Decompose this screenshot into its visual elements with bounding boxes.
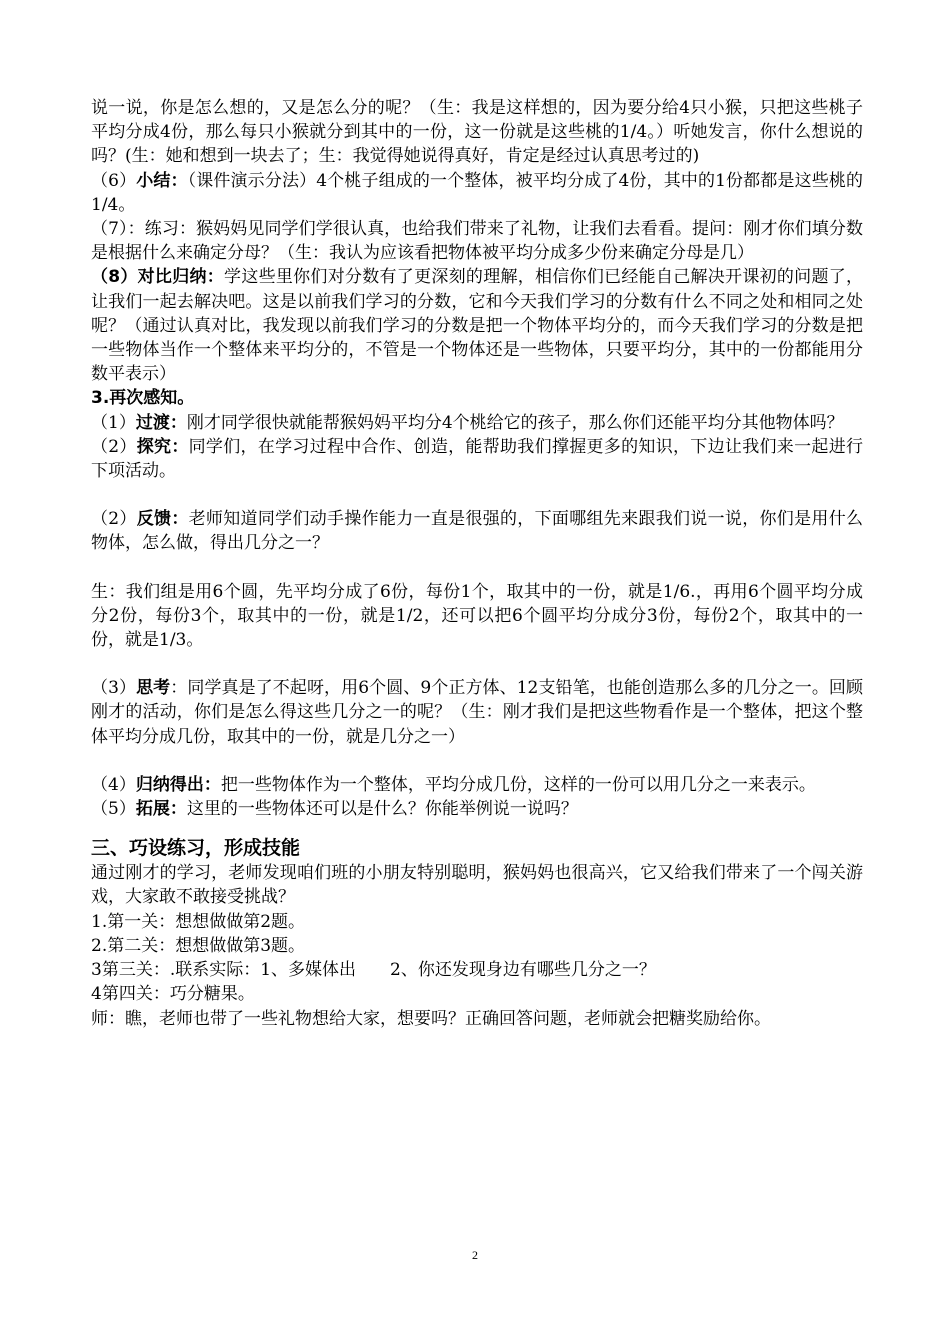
item-text: 老师知道同学们动手操作能力一直是很强的，下面哪组先来跟我们说一说，你们是用什么物体，怎么做，得出几分之一？ [91,509,863,554]
section-heading: 3.再次感知。 [91,388,195,409]
list-item: 4第四关：巧分糖果。 [91,984,255,1005]
item-title: 拓展： [135,799,187,820]
paragraph [91,797,863,821]
item-number: （2） [91,509,137,530]
item-text: 刚才同学很快就能帮猴妈妈平均分4个桃给它的孩子，那么你们还能平均分其他物体吗？ [186,412,844,433]
item-number: （5） [91,799,136,820]
section-heading: 三、巧设练习，形成技能 [91,837,301,860]
paragraph: （7）：练习：猴妈妈见同学们学很认真，也给我们带来了礼物，让我们去看看。提问：刚才你们填分数是根据什么来确定分母？（生：我认为应该看把物体被平均分成多少份来确定分母是几） [91,219,863,264]
spacer [91,749,863,773]
list-item: 3第三关：.联系实际：1、多媒体出 2、你还发现身边有哪些几分之一？ [91,960,656,981]
item-number: （1） [91,412,136,433]
spacer [91,821,863,835]
item-title: （8）对比归纳： [91,267,225,288]
page-number: 2 [472,1248,478,1262]
item-text: （课件演示分法）4个桃子组成的一个整体，被平均分成了4份，其中的1份都都是这些桃的1/4。 [91,170,863,215]
paragraph [91,265,863,386]
item-title: 探究： [136,436,189,457]
item-title: 思考 [136,678,171,699]
paragraph [91,773,863,797]
paragraph: 说一说，你是怎么想的，又是怎么分的呢？（生：我是这样想的，因为要分给4只小猴，只把这些桃子平均分成4份，那么每只小猴就分到其中的一份，这一份就是这些桃的1/4。）听她发言，你什么想说的吗？(生：她和想到一块去了；生：我觉得她说得真好，肯定是经过认真思考过的) [91,98,863,167]
paragraph [91,435,863,483]
item-number: （2） [91,436,137,457]
spacer [91,483,863,507]
list-item: 1.第一关：想想做做第2题。 [91,911,306,932]
list-item: 2.第二关：想想做做第3题。 [91,935,306,956]
item-text: 学这些里你们对分数有了更深刻的理解，相信你们已经能自己解决开课初的问题了，让我们一起去解决吧。这是以前我们学习的分数，它和今天我们学习的分数有什么不同之处和相同之处呢？（通过认真对比，我发现以前我们学习的分数是把一个物体平均分的，而今天我们学习的分数是把一些物体当作一个整体来平均分的，不管是一个物体还是一些物体，只要平均分，其中的一份都能用分数平表示） [91,267,863,385]
paragraph: 师：瞧，老师也带了一些礼物想给大家，想要吗？正确回答问题，老师就会把糖奖励给你。 [91,1008,771,1029]
paragraph [91,411,863,435]
item-number: （4） [91,774,136,795]
item-title: 小结： [136,170,188,191]
item-title: 归纳得出： [135,774,221,795]
document-body [91,96,863,1031]
item-text: ：同学真是了不起呀，用6个圆、9个正方体、12支铅笔，也能创造那么多的几分之一。回顾刚才的活动，你们是怎么得这些几分之一的呢？（生：刚才我们是把这些物看作是一个整体，把这个整体平均分成几份，取其中的一份，就是几分之一） [91,678,863,747]
item-text: 这里的一些物体还可以是什么？你能举例说一说吗？ [186,799,578,820]
item-text: 同学们，在学习过程中合作、创造，能帮助我们撑握更多的知识，下边让我们来一起进行下项活动。 [91,436,863,482]
paragraph: 生：我们组是用6个圆，先平均分成了6份，每份1个，取其中的一份，就是1/6.，再用6个圆平均分成分2份，每份3个，取其中的一份，就是1/2，还可以把6个圆平均分成分3份，每份2个，取其中的一份，就是1/3。 [91,581,863,651]
paragraph [91,676,863,749]
item-title: 反馈： [136,509,189,530]
item-number: （3） [91,678,137,699]
paragraph: 通过刚才的学习，老师发现咱们班的小朋友特别聪明，猴妈妈也很高兴，它又给我们带来了一个闯关游戏，大家敢不敢接受挑战？ [91,863,863,908]
paragraph [91,169,863,217]
spacer [91,652,863,676]
item-text: 把一些物体作为一个整体，平均分成几份，这样的一份可以用几分之一来表示。 [220,774,816,795]
item-number: （6） [91,170,137,191]
paragraph [91,507,863,555]
spacer [91,556,863,580]
item-title: 过渡： [135,412,187,433]
